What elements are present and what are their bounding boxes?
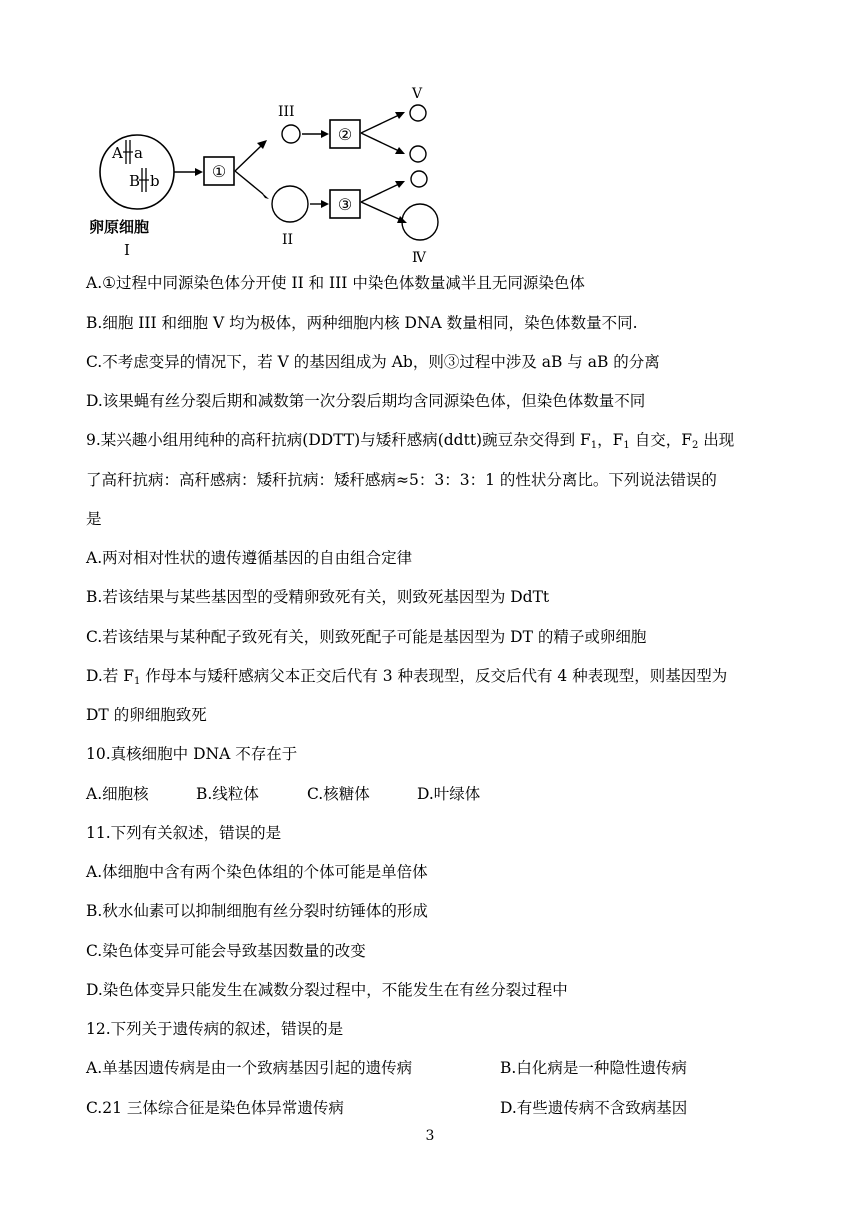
q11-option-d: D.染色体变异只能发生在减数分裂过程中，不能发生在有丝分裂过程中: [86, 981, 568, 999]
q10-option-d: D.叶绿体: [417, 785, 481, 803]
process-1-label: ①: [211, 162, 227, 181]
q11-option-c: C.染色体变异可能会导致基因数量的改变: [86, 942, 366, 960]
q8-option-d: D.该果蝇有丝分裂后期和减数第一次分裂后期均含同源染色体，但染色体数量不同: [86, 392, 646, 410]
polar-body: [411, 171, 427, 187]
q11-stem: 11.下列有关叙述，错误的是: [86, 824, 282, 842]
q8-option-b: B.细胞 III 和细胞 V 均为极体，两种细胞内核 DNA 数量相同，染色体数量不同.: [86, 314, 638, 332]
process-2-label: ②: [337, 125, 353, 144]
cell-V-label: V: [412, 86, 423, 102]
q9-option-d-line1: D.若 $F_1$ 作母本与矮秆感病父本正交后代有 3 种表现型，反交后代有 4 种表现型，则基因型为: [86, 667, 728, 687]
cell-IV-label: Ⅳ: [412, 250, 426, 266]
cell-V-bottom: [410, 146, 426, 162]
q9-stem-line3: 是: [86, 510, 102, 528]
cell-III-label: III: [278, 104, 295, 120]
cell-II-label: II: [282, 232, 294, 248]
process-3-label: ③: [337, 195, 353, 214]
q9-option-d-line2: DT 的卵细胞致死: [86, 706, 207, 724]
cell-III: [282, 125, 300, 143]
q11-option-b: B.秋水仙素可以抑制细胞有丝分裂时纺锤体的形成: [86, 902, 428, 920]
q12-option-a: A.单基因遗传病是由一个致病基因引起的遗传病: [86, 1059, 413, 1077]
allele-a-label: a: [134, 144, 143, 162]
q12-option-d: D.有些遗传病不含致病基因: [500, 1099, 688, 1117]
q10-stem: 10.真核细胞中 DNA 不存在于: [86, 745, 298, 763]
cell-V-top: [410, 105, 426, 121]
q10-option-c: C.核糖体: [307, 785, 370, 803]
q11-option-a: A.体细胞中含有两个染色体组的个体可能是单倍体: [86, 863, 428, 881]
allele-b-label: b: [150, 172, 160, 190]
meiosis-diagram-svg: [85, 82, 445, 267]
q10-option-b: B.线粒体: [196, 785, 259, 803]
q10-option-a: A.细胞核: [86, 785, 149, 803]
cell-IV: [402, 204, 438, 240]
q9-stem-line1: 9.某兴趣小组用纯种的高秆抗病(DDTT)与矮秆感病(ddtt)豌豆杂交得到 $F_1$，$F_1$ 自交，$F_2$ 出现: [86, 431, 735, 451]
q12-stem: 12.下列关于遗传病的叙述，错误的是: [86, 1020, 344, 1038]
q9-stem-line2: 了高秆抗病：高秆感病：矮秆抗病：矮秆感病≈5：3：3：1 的性状分离比。下列说法错误的: [86, 471, 717, 489]
allele-B-label: B: [129, 172, 141, 190]
q12-option-b: B.白化病是一种隐性遗传病: [500, 1059, 687, 1077]
allele-A-label: A: [112, 144, 123, 162]
q12-option-c: C.21 三体综合征是染色体异常遗传病: [86, 1099, 344, 1117]
cell-II: [272, 186, 308, 222]
q9-option-b: B.若该结果与某些基因型的受精卵致死有关，则致死基因型为 DdTt: [86, 588, 550, 606]
q9-option-c: C.若该结果与某种配子致死有关，则致死配子可能是基因型为 DT 的精子或卵细胞: [86, 628, 647, 646]
q9-option-a: A.两对相对性状的遗传遵循基因的自由组合定律: [86, 549, 413, 567]
q8-option-a: A.①过程中同源染色体分开使 II 和 III 中染色体数量减半且无同源染色体: [86, 274, 585, 292]
q8-option-c: C.不考虑变异的情况下，若 V 的基因组成为 Ab，则③过程中涉及 aB 与 aB 的分离: [86, 353, 660, 371]
oogonium-roman-label: I: [124, 241, 130, 259]
meiosis-diagram: [85, 82, 445, 267]
oogonium-caption: 卵原细胞: [89, 218, 150, 236]
page-number: 3: [425, 1128, 435, 1144]
